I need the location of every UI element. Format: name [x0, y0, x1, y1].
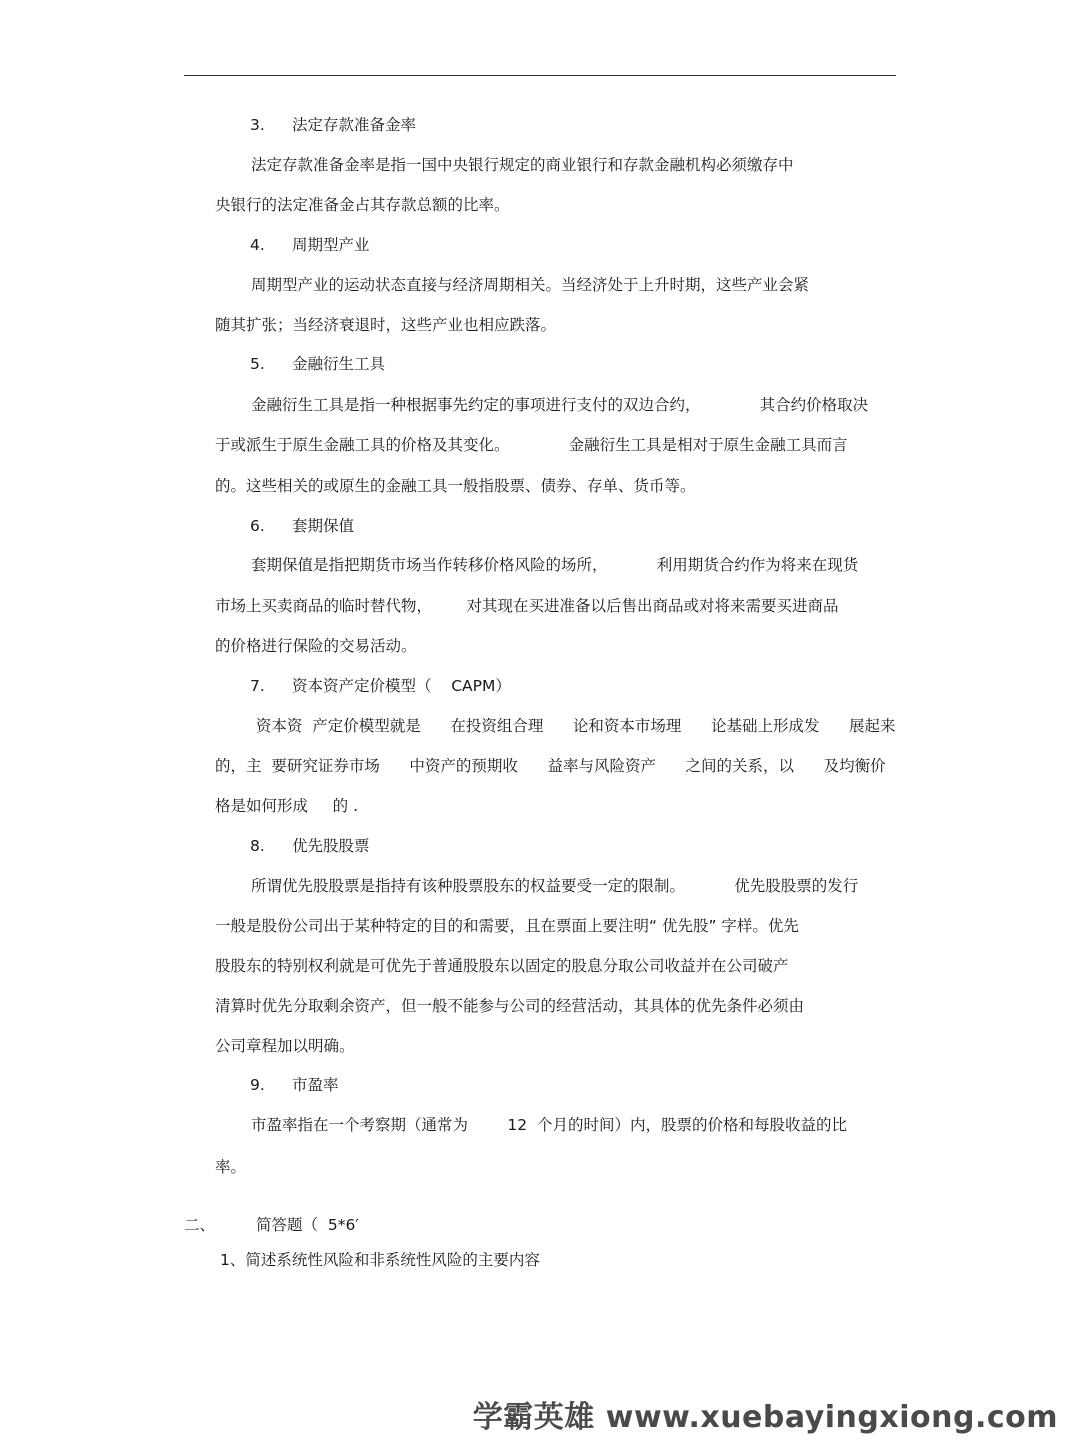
term-number: 5. [250, 355, 265, 373]
term-body-line: 所谓优先股股票是指持有该种股票股东的权益要受一定的限制。 优先股股票的发行 [251, 877, 859, 895]
term-number: 6. [250, 517, 265, 535]
term-body-line: 的，主 要研究证券市场 中资产的预期收 益率与风险资产 之间的关系，以 及均衡价 [215, 757, 886, 775]
term-title: 资本资产定价模型（ CAPM） [292, 677, 511, 695]
term-body-line: 央银行的法定准备金占其存款总额的比率。 [215, 196, 510, 214]
section-title: 简答题（ 5*6′ [256, 1216, 359, 1234]
term-number: 7. [250, 677, 265, 695]
term-body-line: 周期型产业的运动状态直接与经济周期相关。当经济处于上升时期，这些产业会紧 [251, 276, 810, 294]
term-number: 9. [250, 1076, 265, 1094]
term-body-line: 率。 [215, 1158, 247, 1176]
term-body-line: 一般是股份公司出于某种特定的目的和需要，且在票面上要注明“ 优先股” 字样。优先 [215, 917, 799, 935]
term-body-line: 股股东的特别权利就是可优先于普通股股东以固定的股息分取公司收益并在公司破产 [215, 957, 789, 975]
term-title: 市盈率 [292, 1076, 339, 1094]
term-title: 金融衍生工具 [292, 355, 386, 373]
term-title: 周期型产业 [292, 236, 370, 254]
term-body-line: 的。这些相关的或原生的金融工具一般指股票、债券、存单、货币等。 [215, 477, 696, 495]
term-body-line: 于或派生于原生金融工具的价格及其变化。 金融衍生工具是相对于原生金融工具而言 [215, 436, 848, 454]
term-body-line: 资本资 产定价模型就是 在投资组合理 论和资本市场理 论基础上形成发 展起来 [251, 717, 896, 735]
term-body-line: 套期保值是指把期货市场当作转移价格风险的场所， 利用期货合约作为将来在现货 [251, 556, 859, 574]
term-body-line: 随其扩张；当经济衰退时，这些产业也相应跌落。 [215, 316, 557, 334]
term-number: 8. [250, 837, 265, 855]
term-body-line: 公司章程加以明确。 [215, 1037, 355, 1055]
term-title: 套期保值 [292, 517, 355, 535]
term-number: 4. [250, 236, 265, 254]
term-body-line: 金融衍生工具是指一种根据事先约定的事项进行支付的双边合约， 其合约价格取决 [251, 396, 869, 414]
term-body-line: 清算时优先分取剩余资产，但一般不能参与公司的经营活动，其具体的优先条件必须由 [215, 997, 805, 1015]
term-title: 优先股股票 [292, 837, 370, 855]
term-body-line: 法定存款准备金率是指一国中央银行规定的商业银行和存款金融机构必须缴存中 [251, 156, 794, 174]
term-body-line: 格是如何形成 的 . [215, 797, 358, 815]
term-title: 法定存款准备金率 [292, 116, 417, 134]
header-rule [184, 75, 896, 76]
term-number: 3. [250, 116, 265, 134]
section-number: 二、 [184, 1216, 216, 1234]
watermark: 学霸英雄 www.xuebayingxiong.com [472, 1400, 1058, 1435]
term-body-line: 的价格进行保险的交易活动。 [215, 637, 417, 655]
term-body-line: 市场上买卖商品的临时替代物， 对其现在买进准备以后售出商品或对将来需要买进商品 [215, 597, 839, 615]
term-body-line: 市盈率指在一个考察期（通常为 12 个月的时间）内，股票的价格和每股收益的比 [251, 1116, 847, 1134]
question-line: 1、简述系统性风险和非系统性风险的主要内容 [220, 1251, 540, 1269]
